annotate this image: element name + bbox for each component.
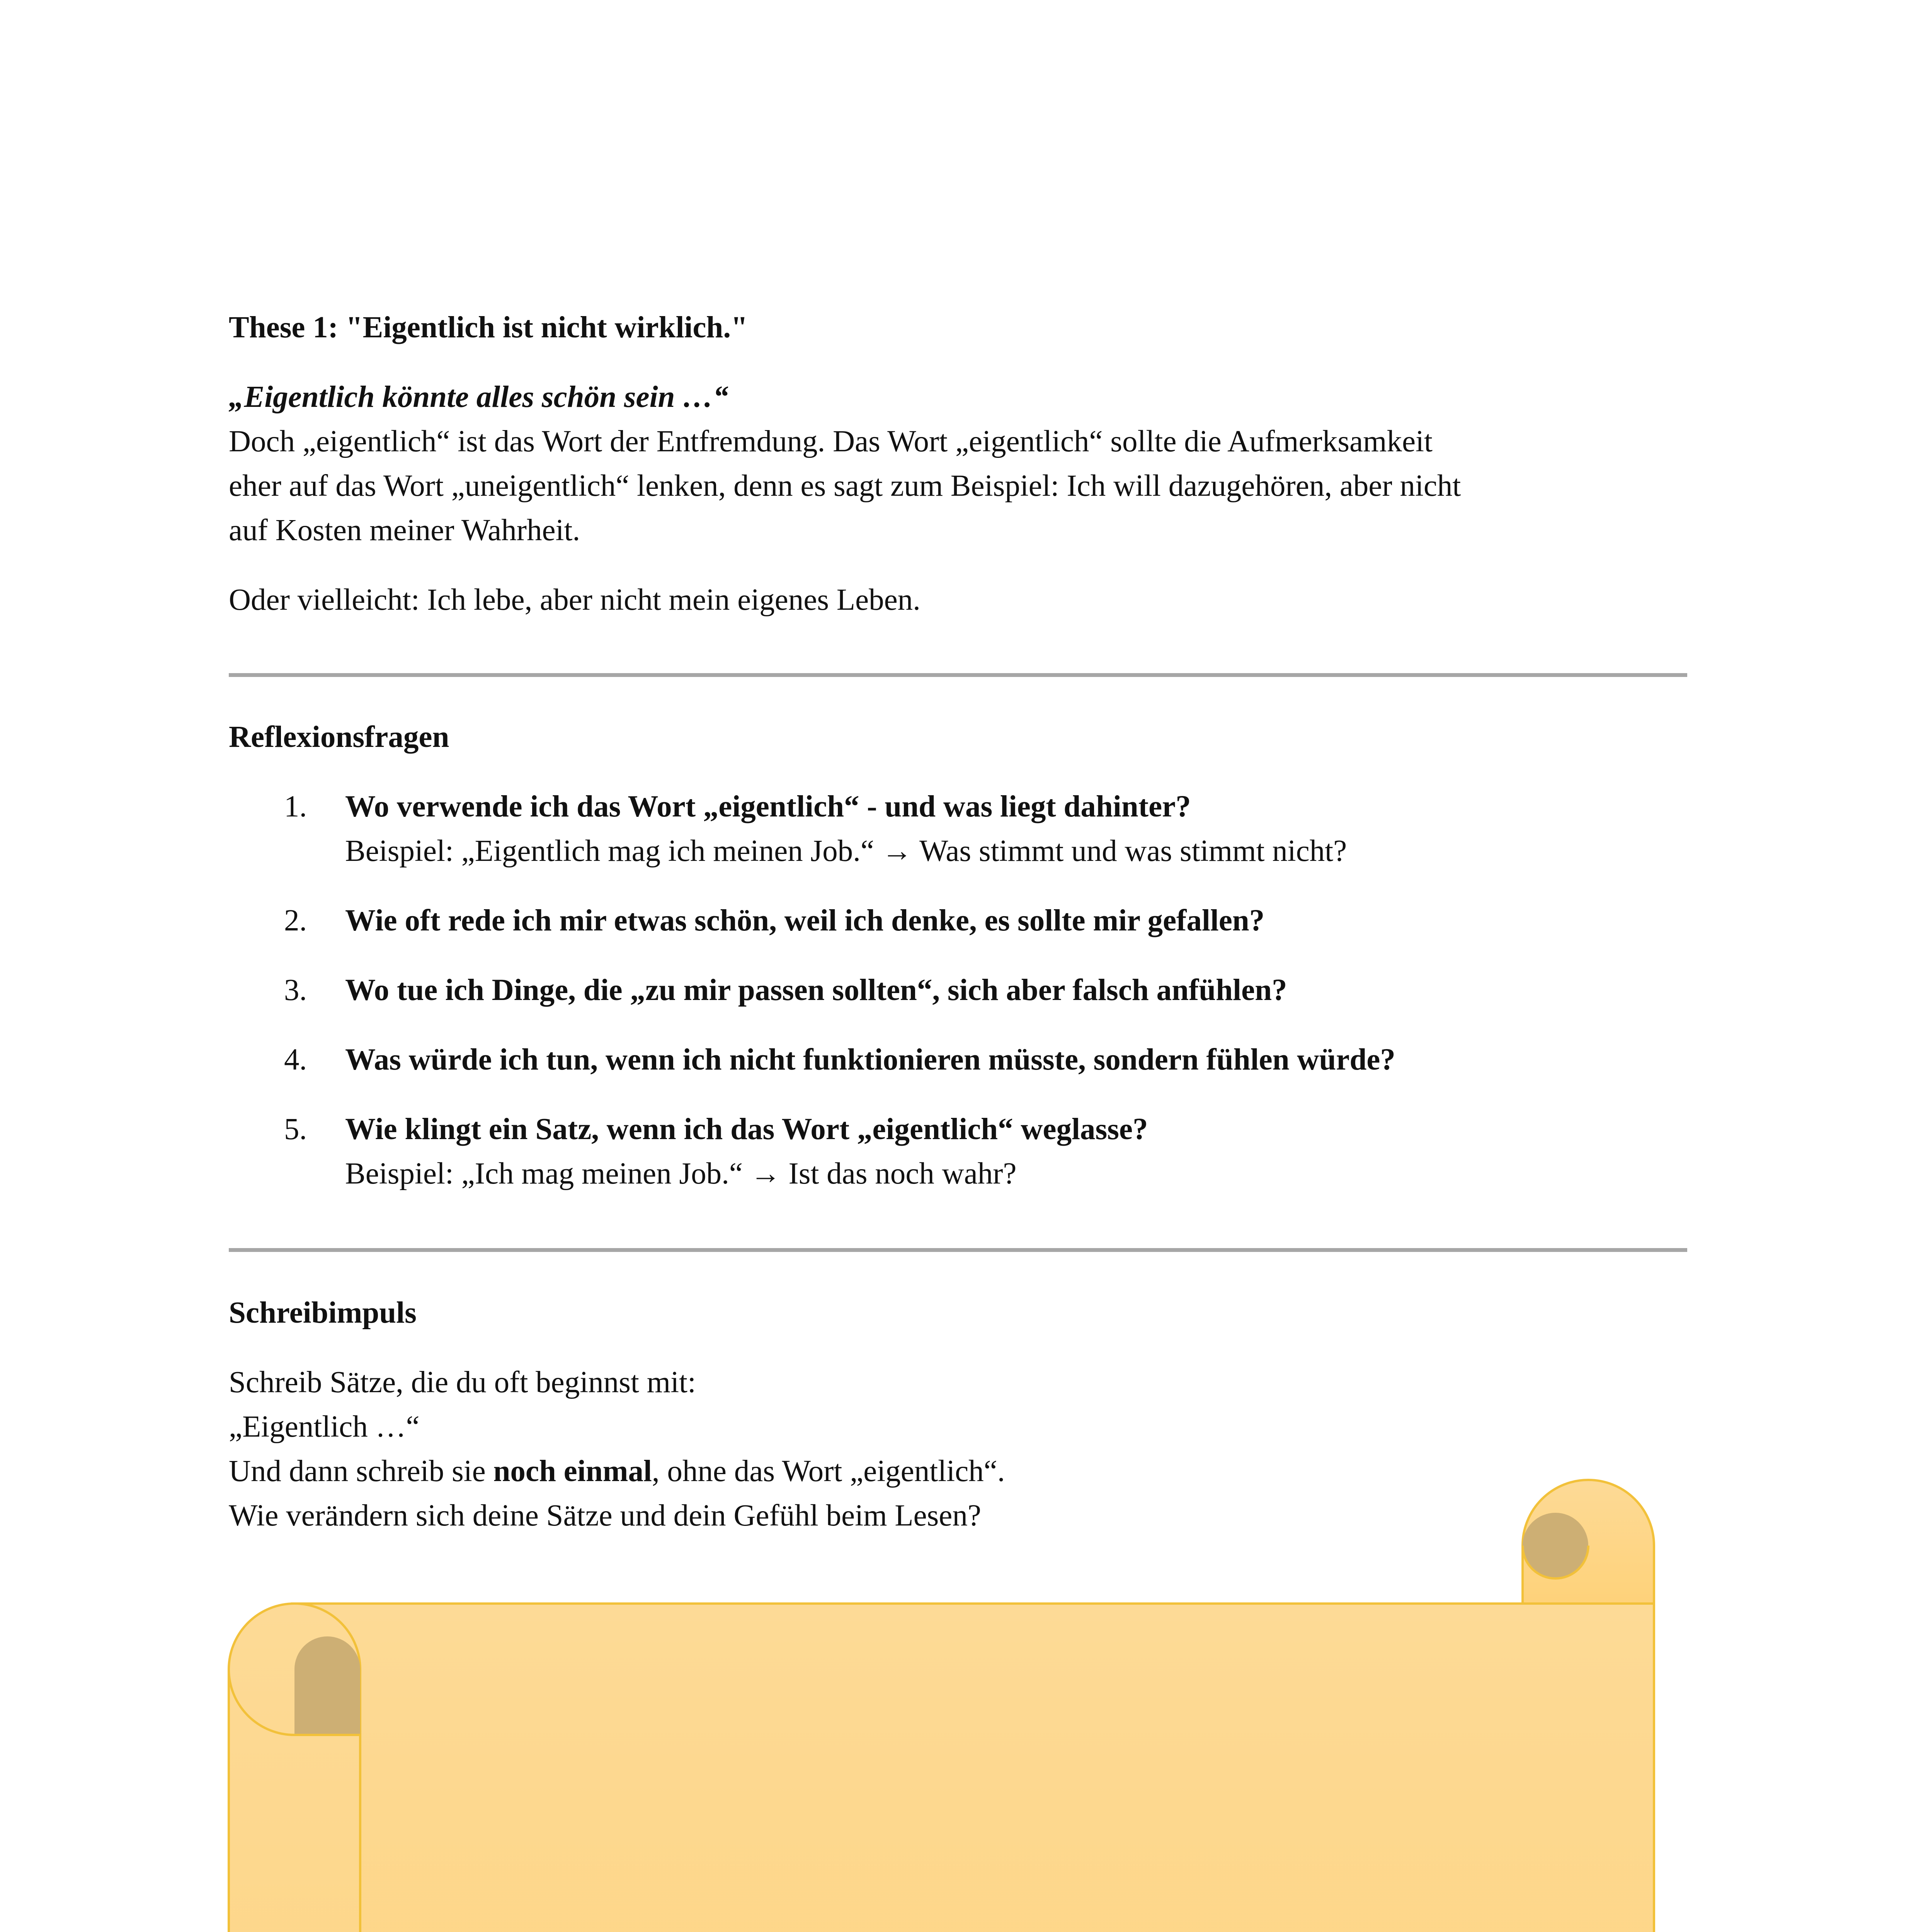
writing-line-1: Schreib Sätze, die du oft beginnst mit: xyxy=(229,1366,696,1399)
writing-line-2: „Eigentlich …“ xyxy=(229,1410,420,1444)
thesis-quote: „Eigentlich könnte alles schön sein …“ xyxy=(229,380,728,414)
list-item-question: Was würde ich tun, wenn ich nicht funktionieren müsste, sondern fühlen würde? xyxy=(345,1043,1395,1077)
list-item-question: Wie klingt ein Satz, wenn ich das Wort „eigentlich“ weglasse? xyxy=(345,1112,1148,1146)
list-item-example: Beispiel: „Ich mag meinen Job.“ → Ist das noch wahr? xyxy=(345,1157,1017,1190)
writing-line-3-pre: Und dann schreib sie xyxy=(229,1454,493,1488)
list-item-number: 4. xyxy=(284,1043,307,1077)
list-item-number: 1. xyxy=(284,790,307,823)
writing-heading: Schreibimpuls xyxy=(229,1296,417,1330)
list-item-number: 3. xyxy=(284,973,307,1007)
thesis-paragraph-line-2: eher auf das Wort „uneigentlich“ lenken, denn es sagt zum Beispiel: Ich will dazugehören, aber nicht xyxy=(229,469,1461,503)
thesis-paragraph-line-3: auf Kosten meiner Wahrheit. xyxy=(229,514,580,547)
reflection-heading: Reflexionsfragen xyxy=(229,720,449,754)
writing-line-3-post: , ohne das Wort „eigentlich“. xyxy=(652,1454,1005,1488)
list-item-number: 5. xyxy=(284,1112,307,1146)
list-item-number: 2. xyxy=(284,904,307,937)
writing-line-4: Wie verändern sich deine Sätze und dein Gefühl beim Lesen? xyxy=(229,1499,981,1532)
thesis-heading: These 1: "Eigentlich ist nicht wirklich." xyxy=(229,311,748,344)
list-item-question: Wie oft rede ich mir etwas schön, weil ich denke, es sollte mir gefallen? xyxy=(345,904,1265,937)
thesis-paragraph-line-1: Doch „eigentlich“ ist das Wort der Entfremdung. Das Wort „eigentlich“ sollte die Aufmerksamkeit xyxy=(229,425,1433,458)
list-item-question: Wo tue ich Dinge, die „zu mir passen sollten“, sich aber falsch anfühlen? xyxy=(345,973,1287,1007)
writing-line-3-bold: noch einmal xyxy=(493,1454,652,1488)
list-item-question: Wo verwende ich das Wort „eigentlich“ - und was liegt dahinter? xyxy=(345,790,1191,823)
list-item-example: Beispiel: „Eigentlich mag ich meinen Job.“ → Was stimmt und was stimmt nicht? xyxy=(345,834,1347,868)
thesis-paragraph-2: Oder vielleicht: Ich lebe, aber nicht mein eigenes Leben. xyxy=(229,583,921,617)
